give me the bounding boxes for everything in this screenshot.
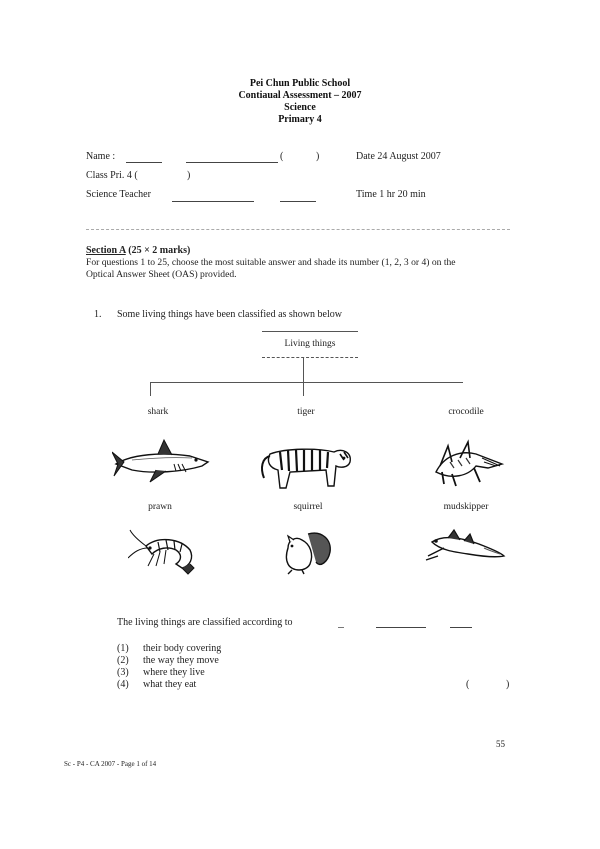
instructions-line-1: For questions 1 to 25, choose the most suitable answer and shade its number (1, 2, 3 or 4) on the xyxy=(86,257,456,268)
option-2-text: the way they move xyxy=(143,655,219,666)
chart-root-underline xyxy=(262,357,358,358)
school-name: Pei Chun Public School xyxy=(249,78,351,89)
stem-blank-3[interactable] xyxy=(450,627,472,628)
level-title: Primary 4 xyxy=(278,114,322,125)
prawn-icon xyxy=(128,528,212,576)
animal-label-tiger: tiger xyxy=(297,407,315,417)
option-4[interactable] xyxy=(117,679,196,691)
stem-blank-1 xyxy=(338,627,344,628)
squirrel-icon xyxy=(278,526,338,576)
animal-label-mudskipper: mudskipper xyxy=(443,502,489,512)
option-3-number: (3) xyxy=(117,667,129,678)
answer-box[interactable] xyxy=(472,680,504,692)
section-header xyxy=(86,245,190,257)
name-blank-1[interactable] xyxy=(126,162,162,163)
chart-top-line xyxy=(262,331,358,332)
answer-paren-open: ( xyxy=(466,679,470,690)
footer-code: Sc - P4 - CA 2007 - Page 1 of 14 xyxy=(64,760,157,768)
class-paren-close: ) xyxy=(187,170,191,181)
option-3[interactable] xyxy=(117,667,205,679)
separator-line xyxy=(86,229,510,230)
option-3-text: where they live xyxy=(143,667,205,678)
chart-trunk-line xyxy=(303,358,304,382)
section-marks: (25 × 2 marks) xyxy=(128,245,191,256)
chart-branch-line xyxy=(150,382,463,383)
question-number: 1. xyxy=(94,309,102,320)
animal-label-prawn: prawn xyxy=(148,502,172,512)
chart-branch-middle xyxy=(303,382,304,396)
chart-branch-left xyxy=(150,382,151,396)
index-paren-close: ) xyxy=(316,151,320,162)
option-1-number: (1) xyxy=(117,643,129,654)
teacher-blank-1[interactable] xyxy=(172,201,254,202)
answer-paren-close: ) xyxy=(506,679,510,690)
subject-title: Science xyxy=(284,102,316,113)
teacher-blank-2[interactable] xyxy=(280,201,316,202)
instructions-line-2: Optical Answer Sheet (OAS) provided. xyxy=(86,269,237,280)
crocodile-icon xyxy=(430,436,510,490)
stem-blank-2[interactable] xyxy=(376,627,426,628)
question-text: Some living things have been classified as shown below xyxy=(117,309,342,320)
name-blank-2[interactable] xyxy=(186,162,278,163)
teacher-label: Science Teacher xyxy=(86,189,151,200)
index-paren-open: ( xyxy=(280,151,284,162)
name-label: Name : xyxy=(86,151,116,162)
time-text: Time 1 hr 20 min xyxy=(356,189,426,200)
mudskipper-icon xyxy=(424,526,508,566)
animal-label-squirrel: squirrel xyxy=(293,502,323,512)
option-1[interactable] xyxy=(117,643,221,655)
section-title: Section A xyxy=(86,245,126,256)
option-4-text: what they eat xyxy=(143,679,197,690)
option-2-number: (2) xyxy=(117,655,129,666)
question-stem: The living things are classified according to xyxy=(117,617,293,628)
shark-icon xyxy=(112,436,216,486)
chart-root-label: Living things xyxy=(284,339,336,349)
option-4-number: (4) xyxy=(117,679,129,690)
option-2[interactable] xyxy=(117,655,219,667)
class-label: Class Pri. 4 ( xyxy=(86,170,138,181)
page-number: 55 xyxy=(496,739,505,749)
tiger-icon xyxy=(256,438,356,494)
assessment-title: Contiaual Assessment – 2007 xyxy=(238,90,362,101)
animal-label-crocodile: crocodile xyxy=(448,407,484,417)
option-1-text: their body covering xyxy=(143,643,222,654)
animal-label-shark: shark xyxy=(147,407,169,417)
date-text: Date 24 August 2007 xyxy=(356,151,441,162)
